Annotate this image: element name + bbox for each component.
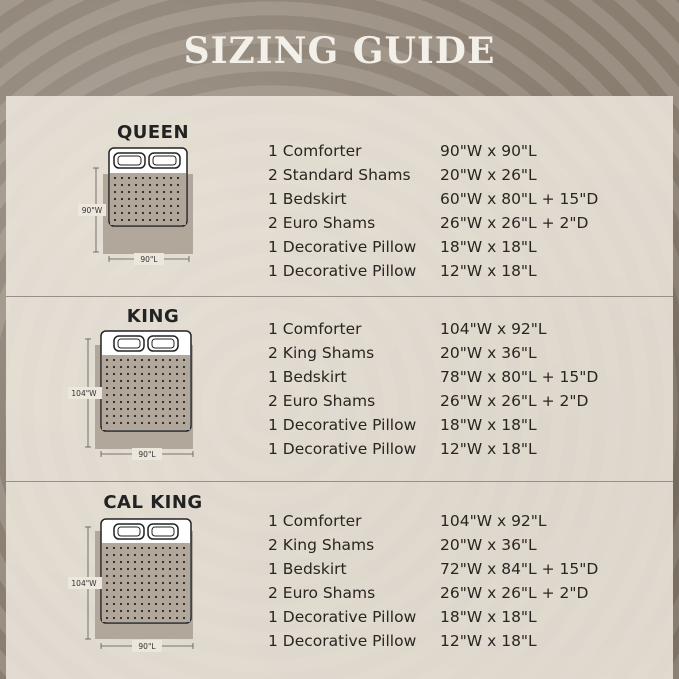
side-dimension-label: 104"W bbox=[71, 389, 97, 398]
item-dimensions: 26"W x 26"L + 2"D bbox=[440, 392, 589, 410]
item-name: 1 Decorative Pillow bbox=[268, 416, 417, 434]
bottom-dimension-label: 90"L bbox=[140, 255, 158, 264]
item-dimensions: 18"W x 18"L bbox=[440, 238, 537, 256]
page-title: SIZING GUIDE bbox=[183, 30, 496, 72]
item-dimensions: 60"W x 80"L + 15"D bbox=[440, 190, 599, 208]
item-dimensions: 18"W x 18"L bbox=[440, 416, 537, 434]
section-divider bbox=[6, 296, 673, 297]
item-name: 1 Comforter bbox=[268, 142, 362, 160]
item-dimensions: 104"W x 92"L bbox=[440, 512, 547, 530]
item-dimensions: 90"W x 90"L bbox=[440, 142, 537, 160]
item-dimensions: 104"W x 92"L bbox=[440, 320, 547, 338]
item-name: 1 Decorative Pillow bbox=[268, 440, 417, 458]
item-name: 1 Comforter bbox=[268, 512, 362, 530]
item-name: 2 King Shams bbox=[268, 344, 375, 362]
item-name: 1 Bedskirt bbox=[268, 190, 347, 208]
item-name: 1 Decorative Pillow bbox=[268, 632, 417, 650]
item-dimensions: 18"W x 18"L bbox=[440, 608, 537, 626]
item-dimensions: 78"W x 80"L + 15"D bbox=[440, 368, 599, 386]
item-dimensions: 26"W x 26"L + 2"D bbox=[440, 584, 589, 602]
item-name: 2 Standard Shams bbox=[268, 166, 411, 184]
cal-king-bed-diagram bbox=[68, 517, 218, 657]
item-name: 2 Euro Shams bbox=[268, 584, 376, 602]
bed-label: QUEEN bbox=[116, 122, 190, 143]
bottom-dimension-label: 90"L bbox=[138, 642, 156, 651]
item-dimensions: 20"W x 26"L bbox=[440, 166, 537, 184]
item-name: 1 Bedskirt bbox=[268, 368, 347, 386]
item-name: 2 Euro Shams bbox=[268, 392, 376, 410]
section-divider bbox=[6, 481, 673, 482]
queen-bed-diagram bbox=[76, 146, 226, 286]
sizing-panel bbox=[6, 96, 673, 679]
item-dimensions: 12"W x 18"L bbox=[440, 632, 537, 650]
item-dimensions: 72"W x 84"L + 15"D bbox=[440, 560, 599, 578]
pillow-shape bbox=[114, 153, 145, 168]
item-name: 1 Bedskirt bbox=[268, 560, 347, 578]
item-name: 1 Decorative Pillow bbox=[268, 238, 417, 256]
item-name: 1 Comforter bbox=[268, 320, 362, 338]
item-name: 2 Euro Shams bbox=[268, 214, 376, 232]
side-dimension-label: 104"W bbox=[71, 579, 97, 588]
item-name: 2 King Shams bbox=[268, 536, 375, 554]
item-dimensions: 20"W x 36"L bbox=[440, 344, 537, 362]
item-dimensions: 12"W x 18"L bbox=[440, 440, 537, 458]
item-name: 1 Decorative Pillow bbox=[268, 262, 417, 280]
bed-label: KING bbox=[126, 306, 180, 327]
item-dimensions: 26"W x 26"L + 2"D bbox=[440, 214, 589, 232]
item-name: 1 Decorative Pillow bbox=[268, 608, 417, 626]
bed-label: CAL KING bbox=[103, 492, 203, 513]
king-bed-diagram bbox=[68, 329, 218, 469]
bottom-dimension-label: 90"L bbox=[138, 450, 156, 459]
item-dimensions: 20"W x 36"L bbox=[440, 536, 537, 554]
pillow-shape bbox=[149, 153, 180, 168]
item-dimensions: 12"W x 18"L bbox=[440, 262, 537, 280]
side-dimension-label: 90"W bbox=[81, 206, 103, 215]
